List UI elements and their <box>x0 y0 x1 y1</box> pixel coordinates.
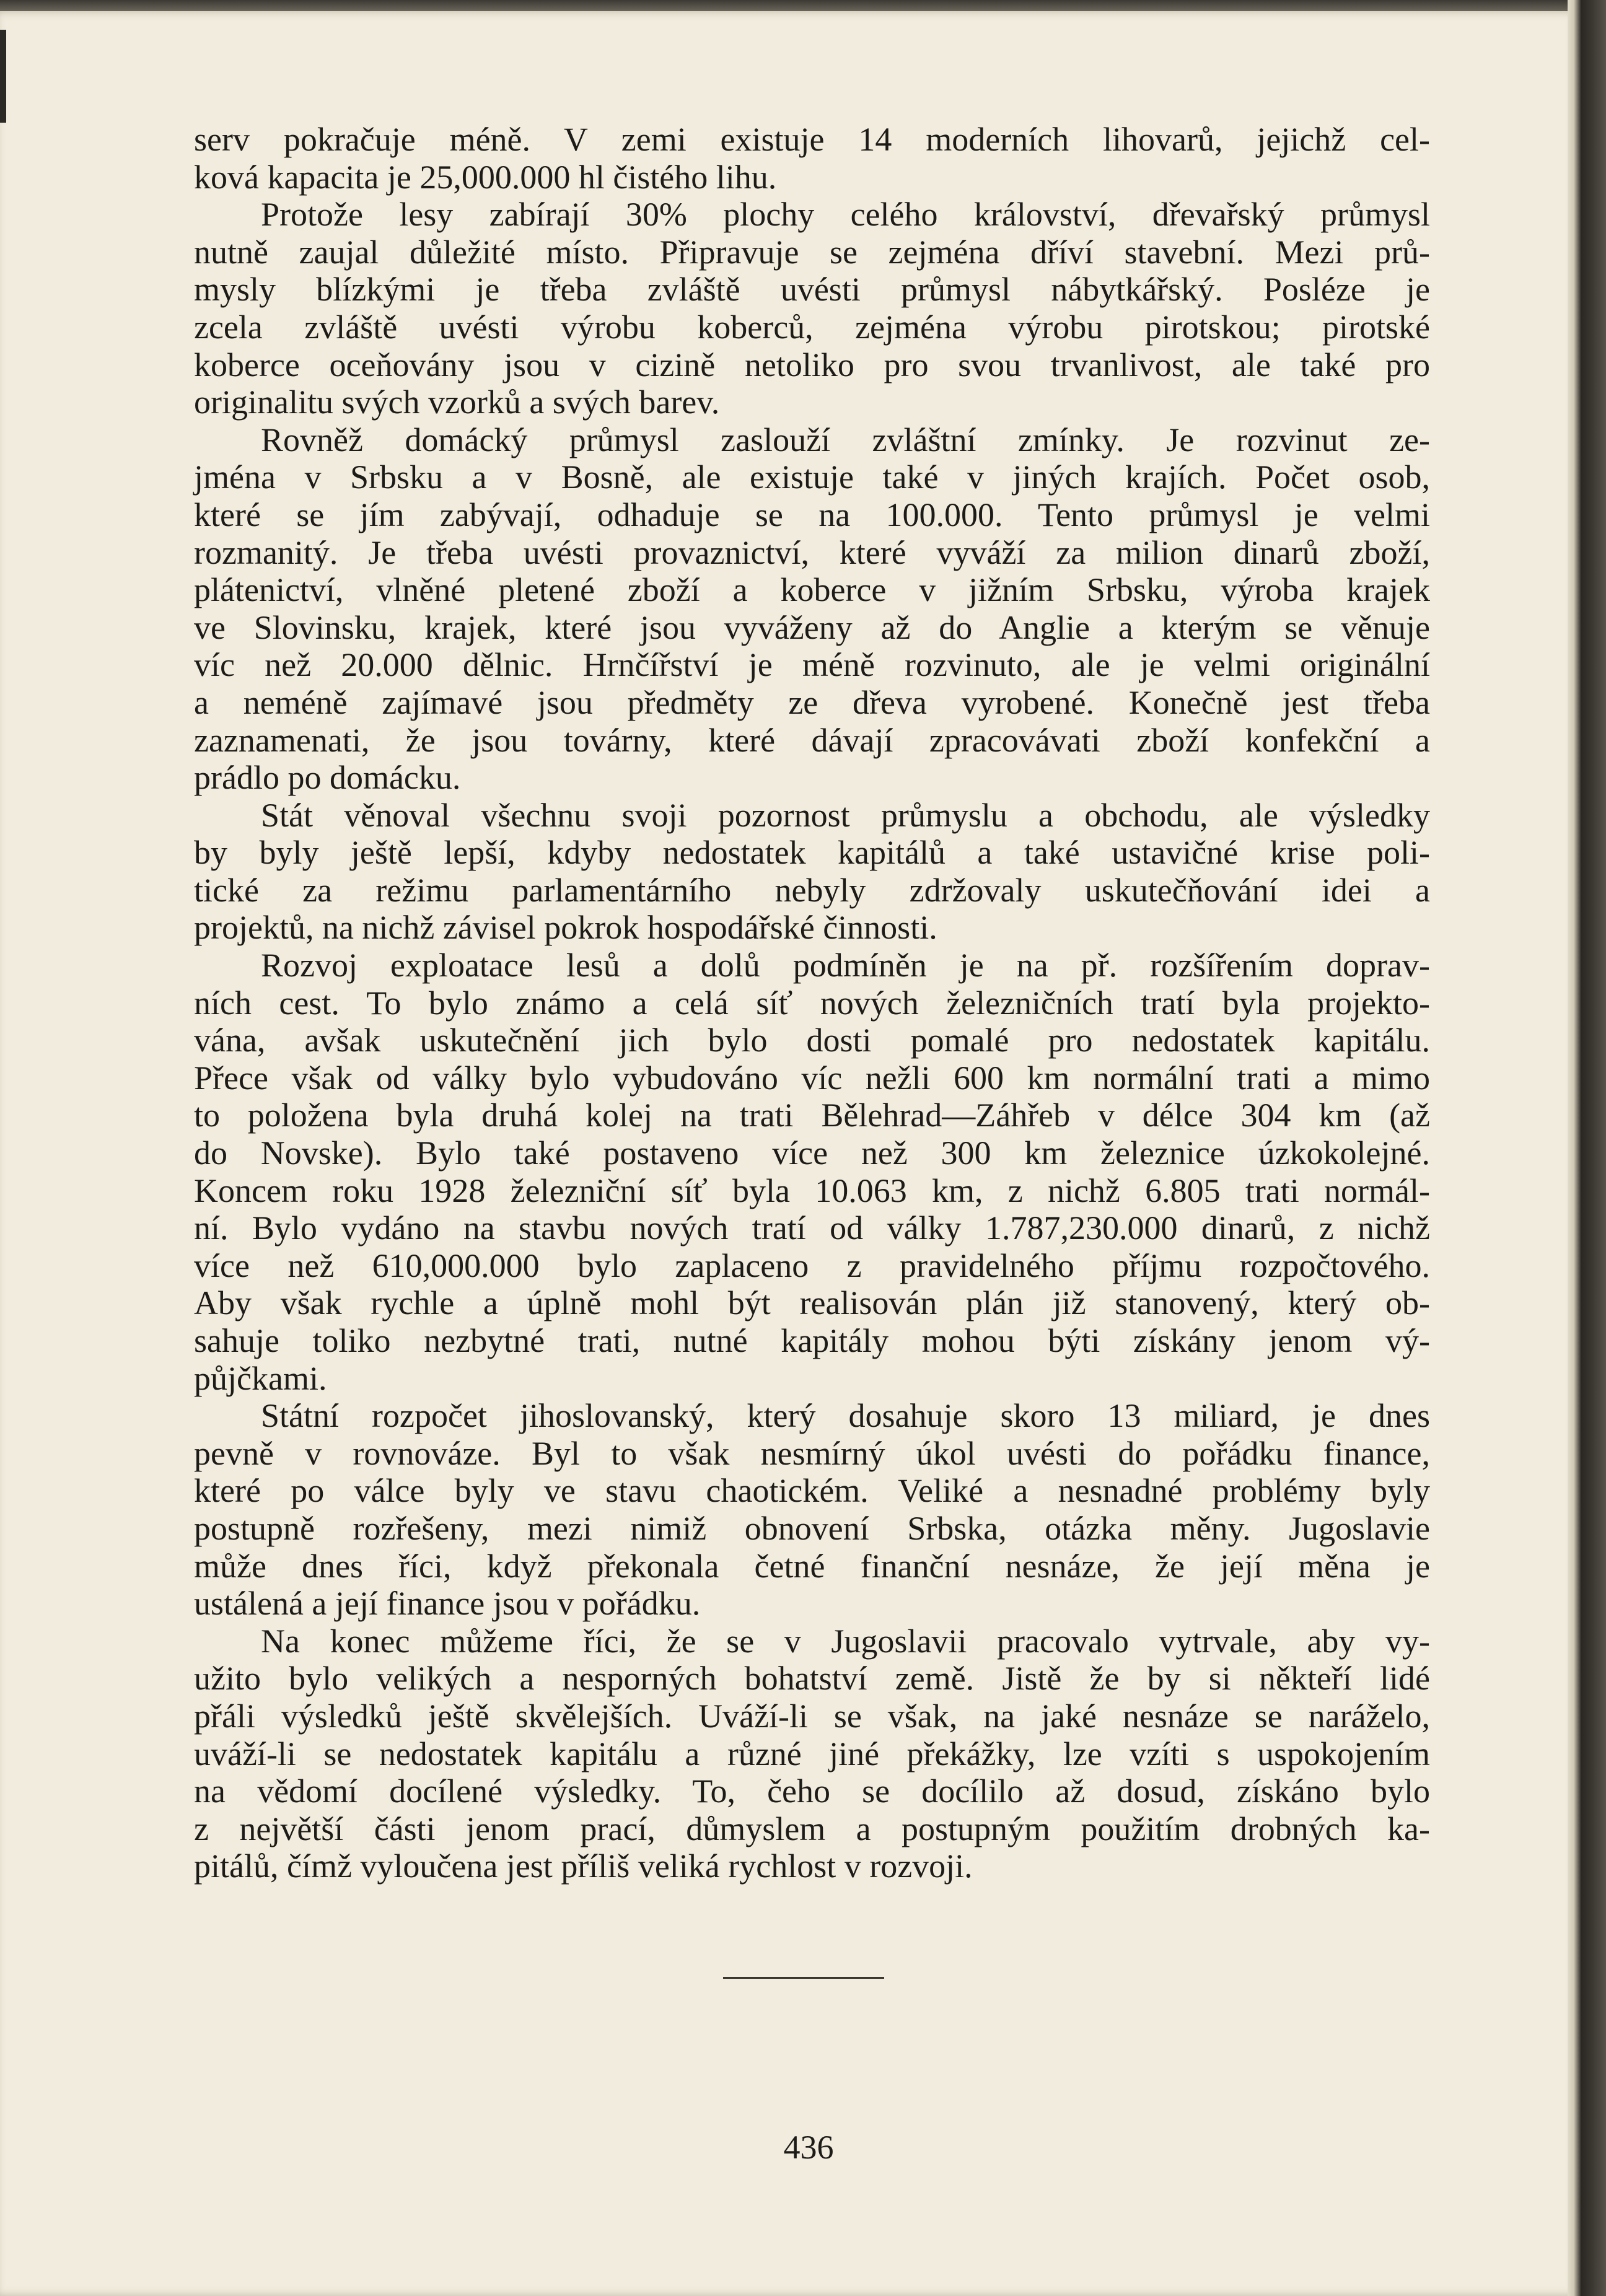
text-line: Protože lesy zabírají 30% plochy celého království, dřevařský průmysl <box>261 196 1430 234</box>
page-spine-edge <box>1568 0 1606 2296</box>
text-line: vána, avšak uskutečnění jich bylo dosti pomalé pro nedostatek kapitálu. <box>194 1022 1430 1059</box>
text-line: tické za režimu parlamentárního nebyly zdržovaly uskutečňování idei a <box>194 871 1430 909</box>
text-line: více než 610,000.000 bylo zaplaceno z pravidelného příjmu rozpočtového. <box>194 1247 1430 1284</box>
text-line: ní. Bylo vydáno na stavbu nových tratí od války 1.787,230.000 dinarů, z nichž <box>194 1209 1430 1247</box>
text-line: zaznamenati, že jsou továrny, které dávají zpracovávati zboží konfekční a <box>194 721 1430 759</box>
text-line: ustálená a její finance jsou v pořádku. <box>194 1585 701 1623</box>
text-line: Rovněž domácký průmysl zaslouží zvláštní zmínky. Je rozvinut ze- <box>261 421 1430 458</box>
text-line: projektů, na nichž závisel pokrok hospodářské činnosti. <box>194 909 937 947</box>
text-line: originalitu svých vzorků a svých barev. <box>194 383 720 421</box>
text-line: jména v Srbsku a v Bosně, ale existuje také v jiných krajích. Počet osob, <box>194 458 1430 496</box>
text-line: ních cest. To bylo známo a celá síť nových železničních tratí byla projekto- <box>194 984 1430 1022</box>
section-rule <box>723 1977 884 1979</box>
body-text <box>194 121 1430 1885</box>
text-line: koberce oceňovány jsou v cizině netoliko pro svou trvanlivost, ale také pro <box>194 346 1430 383</box>
text-line: nutně zaujal důležité místo. Připravuje se zejména dříví stavební. Mezi prů- <box>194 233 1430 271</box>
text-line: sahuje toliko nezbytné trati, nutné kapitály mohou býti získány jenom vý- <box>194 1322 1430 1359</box>
text-line: a neméně zajímavé jsou předměty ze dřeva vyrobené. Konečně jest třeba <box>194 683 1430 721</box>
text-line: mysly blízkými je třeba zvláště uvésti průmysl nábytkářský. Posléze je <box>194 271 1430 309</box>
text-line: by byly ještě lepší, kdyby nedostatek kapitálů a také ustavičné krise poli- <box>194 834 1430 872</box>
text-line: uváží-li se nedostatek kapitálu a různé jiné překážky, lze vzíti s uspokojením <box>194 1735 1430 1772</box>
text-line: přáli výsledků ještě skvělejších. Uváží-li se však, na jaké nesnáze se naráželo, <box>194 1697 1430 1735</box>
text-line: které po válce byly ve stavu chaotickém. Veliké a nesnadné problémy byly <box>194 1472 1430 1510</box>
text-line: pevně v rovnováze. Byl to však nesmírný úkol uvésti do pořádku finance, <box>194 1434 1430 1472</box>
text-line: Na konec můžeme říci, že se v Jugoslavii pracovalo vytrvale, aby vy- <box>261 1622 1430 1660</box>
page-top-edge <box>0 0 1579 11</box>
text-line: rozmanitý. Je třeba uvésti provaznictví, které vyváží za milion dinarů zboží, <box>194 533 1430 571</box>
text-line: pitálů, čímž vyloučena jest příliš veliká rychlost v rozvoji. <box>194 1847 973 1885</box>
text-line: z největší části jenom prací, důmyslem a postupným použitím drobných ka- <box>194 1810 1430 1847</box>
text-line: Stát věnoval všechnu svoji pozornost průmyslu a obchodu, ale výsledky <box>261 796 1430 834</box>
text-line: to položena byla druhá kolej na trati Bělehrad—Záhřeb v délce 304 km (až <box>194 1097 1430 1134</box>
text-line: které se jím zabývají, odhaduje se na 100.000. Tento průmysl je velmi <box>194 496 1430 533</box>
text-line: ková kapacita je 25,000.000 hl čistého lihu. <box>194 158 777 196</box>
text-line: ve Slovinsku, krajek, které jsou vyváženy až do Anglie a kterým se věnuje <box>194 608 1430 646</box>
text-line: Přece však od války bylo vybudováno víc nežli 600 km normální trati a mimo <box>194 1059 1430 1097</box>
text-line: může dnes říci, když překonala četné finanční nesnáze, že její měna je <box>194 1547 1430 1585</box>
text-line: serv pokračuje méně. V zemi existuje 14 moderních lihovarů, jejichž cel- <box>194 121 1430 158</box>
text-line: Aby však rychle a úplně mohl být realisován plán již stanovený, který ob- <box>194 1284 1430 1322</box>
text-line: plátenictví, vlněné pletené zboží a koberce v jižním Srbsku, výroba krajek <box>194 571 1430 609</box>
binding-mark <box>0 30 6 123</box>
text-line: na vědomí docílené výsledky. To, čeho se docílilo až dosud, získáno bylo <box>194 1772 1430 1810</box>
text-line: Státní rozpočet jihoslovanský, který dosahuje skoro 13 miliard, je dnes <box>261 1397 1430 1435</box>
text-line: Koncem roku 1928 železniční síť byla 10.063 km, z nichž 6.805 trati normál- <box>194 1172 1430 1209</box>
text-line: Rozvoj exploatace lesů a dolů podmíněn je na př. rozšířením doprav- <box>261 947 1430 984</box>
text-line: užito bylo velikých a nesporných bohatství země. Jistě že by si někteří lidé <box>194 1660 1430 1698</box>
text-line: půjčkami. <box>194 1359 327 1397</box>
text-line: do Novske). Bylo také postaveno více než 300 km železnice úzkokolejné. <box>194 1134 1430 1172</box>
text-line: prádlo po domácku. <box>194 759 461 797</box>
text-line: zcela zvláště uvésti výrobu koberců, zejména výrobu pirotskou; pirotské <box>194 308 1430 346</box>
page-number: 436 <box>783 2129 834 2166</box>
text-line: víc než 20.000 dělnic. Hrnčířství je méně rozvinuto, ale je velmi originální <box>194 646 1430 684</box>
text-line: postupně rozřešeny, mezi nimiž obnovení Srbska, otázka měny. Jugoslavie <box>194 1509 1430 1547</box>
